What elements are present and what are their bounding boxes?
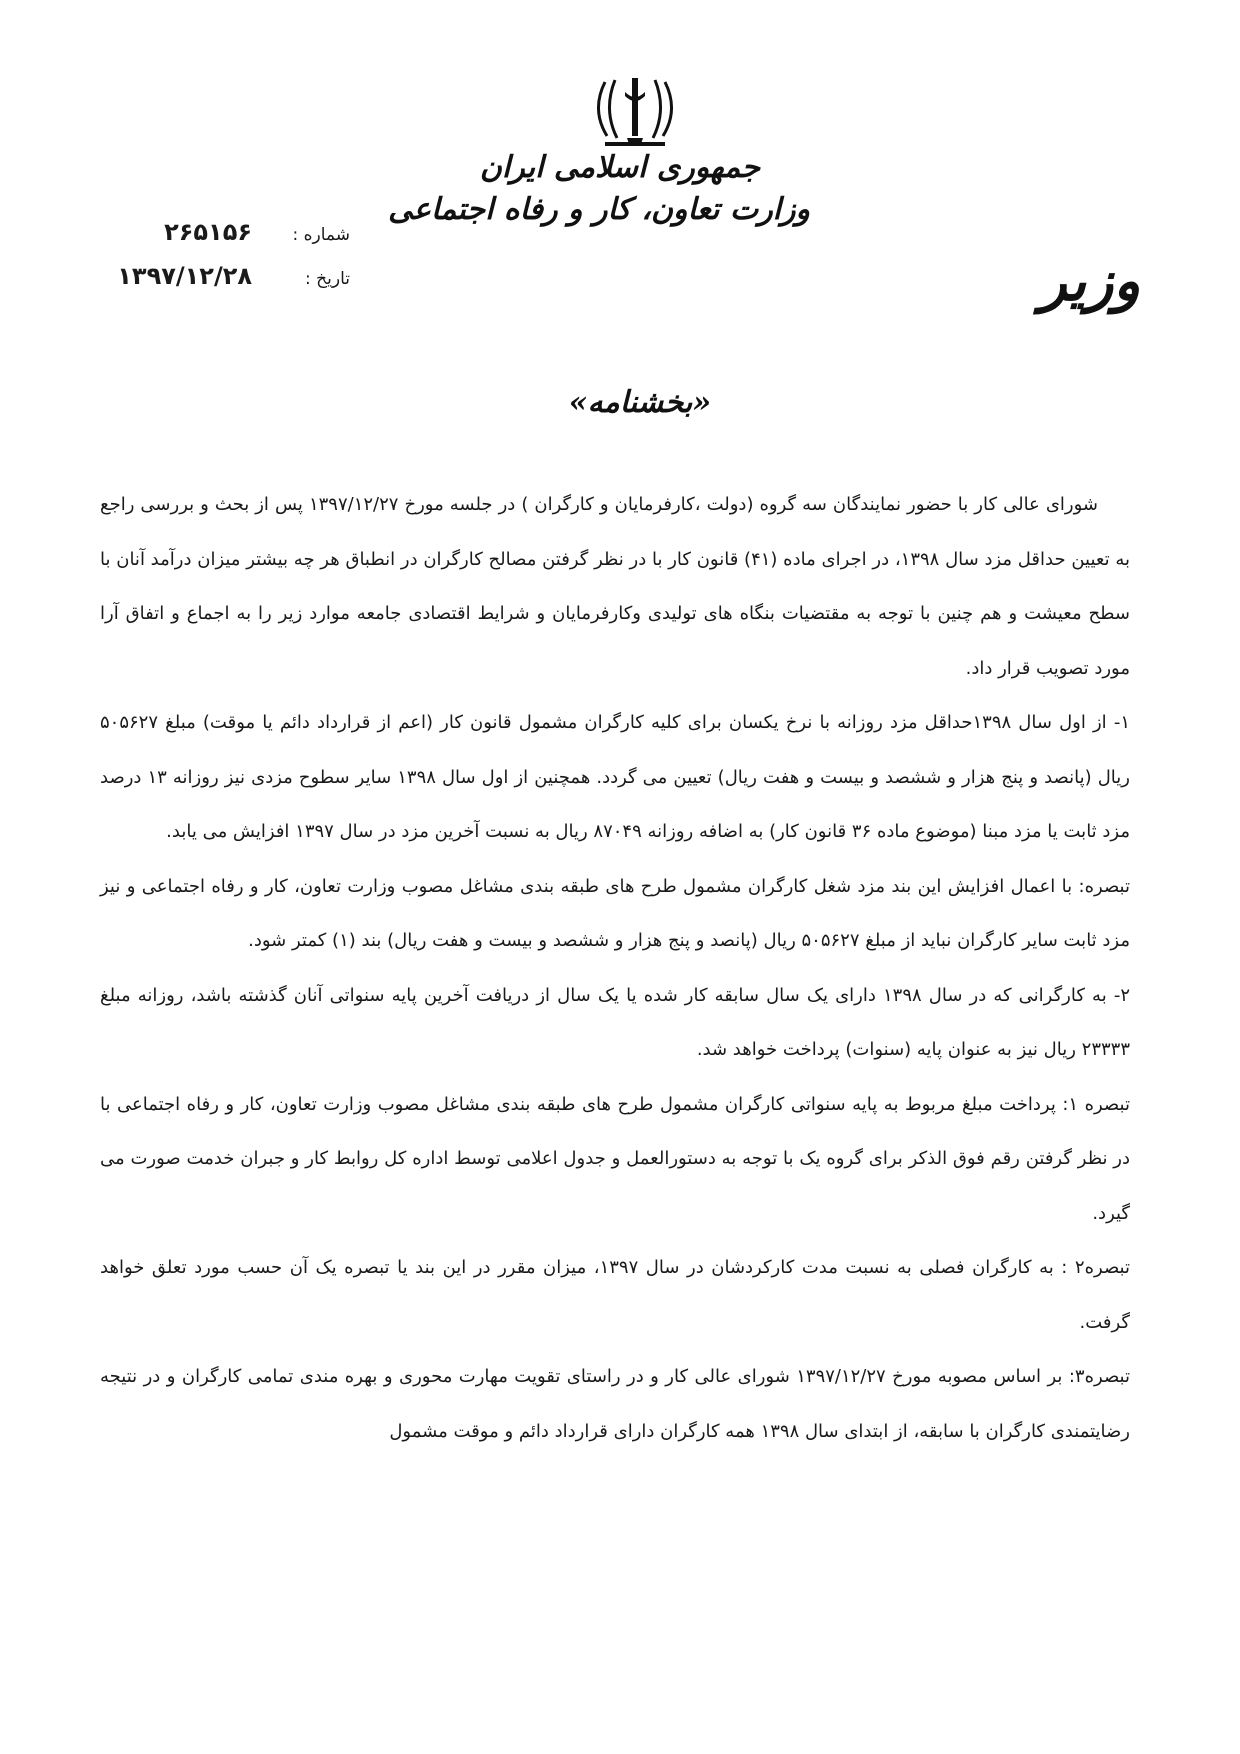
minister-heading: وزیر xyxy=(1039,248,1141,314)
document-body xyxy=(100,478,1130,1459)
paragraph-item-1: ۱- از اول سال ۱۳۹۸حداقل مزد روزانه با نرخ یکسان برای کلیه کارگران مشمول قانون کار (اعم از قرارداد دائم یا موقت) مبلغ ۵۰۵۶۲۷ ریال (پانصد و پنج هزار و ششصد و بیست و هفت ریال) تعیین می گردد. همچنین از اول سال ۱۳۹۸ سایر سطوح مزدی نیز روزانه ۱۳ درصد مزد ثابت یا مزد مبنا (موضوع ماده ۳۶ قانون کار) به اضافه روزانه ۸۷۰۴۹ ریال به نسبت آخرین مزد در سال ۱۳۹۷ افزایش می یابد. xyxy=(100,712,1130,842)
date-row xyxy=(110,262,350,306)
number-value: ۲۶۵۱۵۶ xyxy=(164,218,252,246)
paragraph-note: تبصره: با اعمال افزایش این بند مزد شغل کارگران مشمول طرح های طبقه بندی مشاغل مصوب وزارت تعاون، کار و رفاه اجتماعی و نیز مزد ثابت سایر کارگران نباید از مبلغ ۵۰۵۶۲۷ ریال (پانصد و پنج هزار و ششصد و بیست و هفت ریال) بند (۱) کمتر شود. xyxy=(100,875,1130,951)
document-title: «بخشنامه» xyxy=(568,385,712,420)
paragraph-note-2: تبصره۲ : به کارگران فصلی به نسبت مدت کارکردشان در سال ۱۳۹۷، میزان مقرر در این بند یا تبصره یک آن حسب مورد تعلق خواهد گرفت. xyxy=(100,1257,1130,1333)
date-value: ۱۳۹۷/۱۲/۲۸ xyxy=(117,262,252,290)
iran-emblem-icon xyxy=(585,72,685,152)
paragraph-intro: شورای عالی کار با حضور نمایندگان سه گروه (دولت ،کارفرمایان و کارگران ) در جلسه مورخ ۱۳۹۷/۱۲/۲۷ پس از بحث و بررسی راجع به تعیین حداقل مزد سال ۱۳۹۸، در اجرای ماده (۴۱) قانون کار با در نظر گرفتن مصالح کارگران در انطباق هر چه بیشتر میزان درآمد آنان با سطح معیشت و هم چنین با توجه به مقتضیات بنگاه های تولیدی وکارفرمایان و شرایط اقتصادی جامعه موارد زیر را به اجماع و اتفاق آرا مورد تصویب قرار داد. xyxy=(100,494,1130,679)
number-label: شماره : xyxy=(292,225,350,245)
paragraph-note-1: تبصره ۱: پرداخت مبلغ مربوط به پایه سنواتی کارگران مشمول طرح های طبقه بندی مشاغل مصوب وزارت تعاون، کار و رفاه اجتماعی با در نظر گرفتن رقم فوق الذکر برای گروه یک با توجه به دستورالعمل و جدول اعلامی توسط اداره کل روابط کار و جبران خدمت صورت می گیرد. xyxy=(100,1093,1130,1224)
number-row xyxy=(110,218,350,262)
letter-meta xyxy=(110,218,350,306)
ministry-name: وزارت تعاون، کار و رفاه اجتماعی xyxy=(388,192,810,227)
paragraph-note-3: تبصره۳: بر اساس مصوبه مورخ ۱۳۹۷/۱۲/۲۷ شورای عالی کار و در راستای تقویت مهارت محوری و بهره مندی تمامی کارگران و در نتیجه رضایتمندی کارگران با سابقه، از ابتدای سال ۱۳۹۸ همه کارگران دارای قرارداد دائم و موقت مشمول xyxy=(100,1366,1130,1442)
country-name: جمهوری اسلامی ایران xyxy=(479,150,760,185)
paragraph-item-2: ۲- به کارگرانی که در سال ۱۳۹۸ دارای یک سال سابقه کار شده یا یک سال از دریافت آخرین پایه سنواتی آنان گذشته باشد، روزانه مبلغ ۲۳۳۳۳ ریال نیز به عنوان پایه (سنوات) پرداخت خواهد شد. xyxy=(100,984,1130,1060)
date-label: تاریخ : xyxy=(305,269,350,289)
